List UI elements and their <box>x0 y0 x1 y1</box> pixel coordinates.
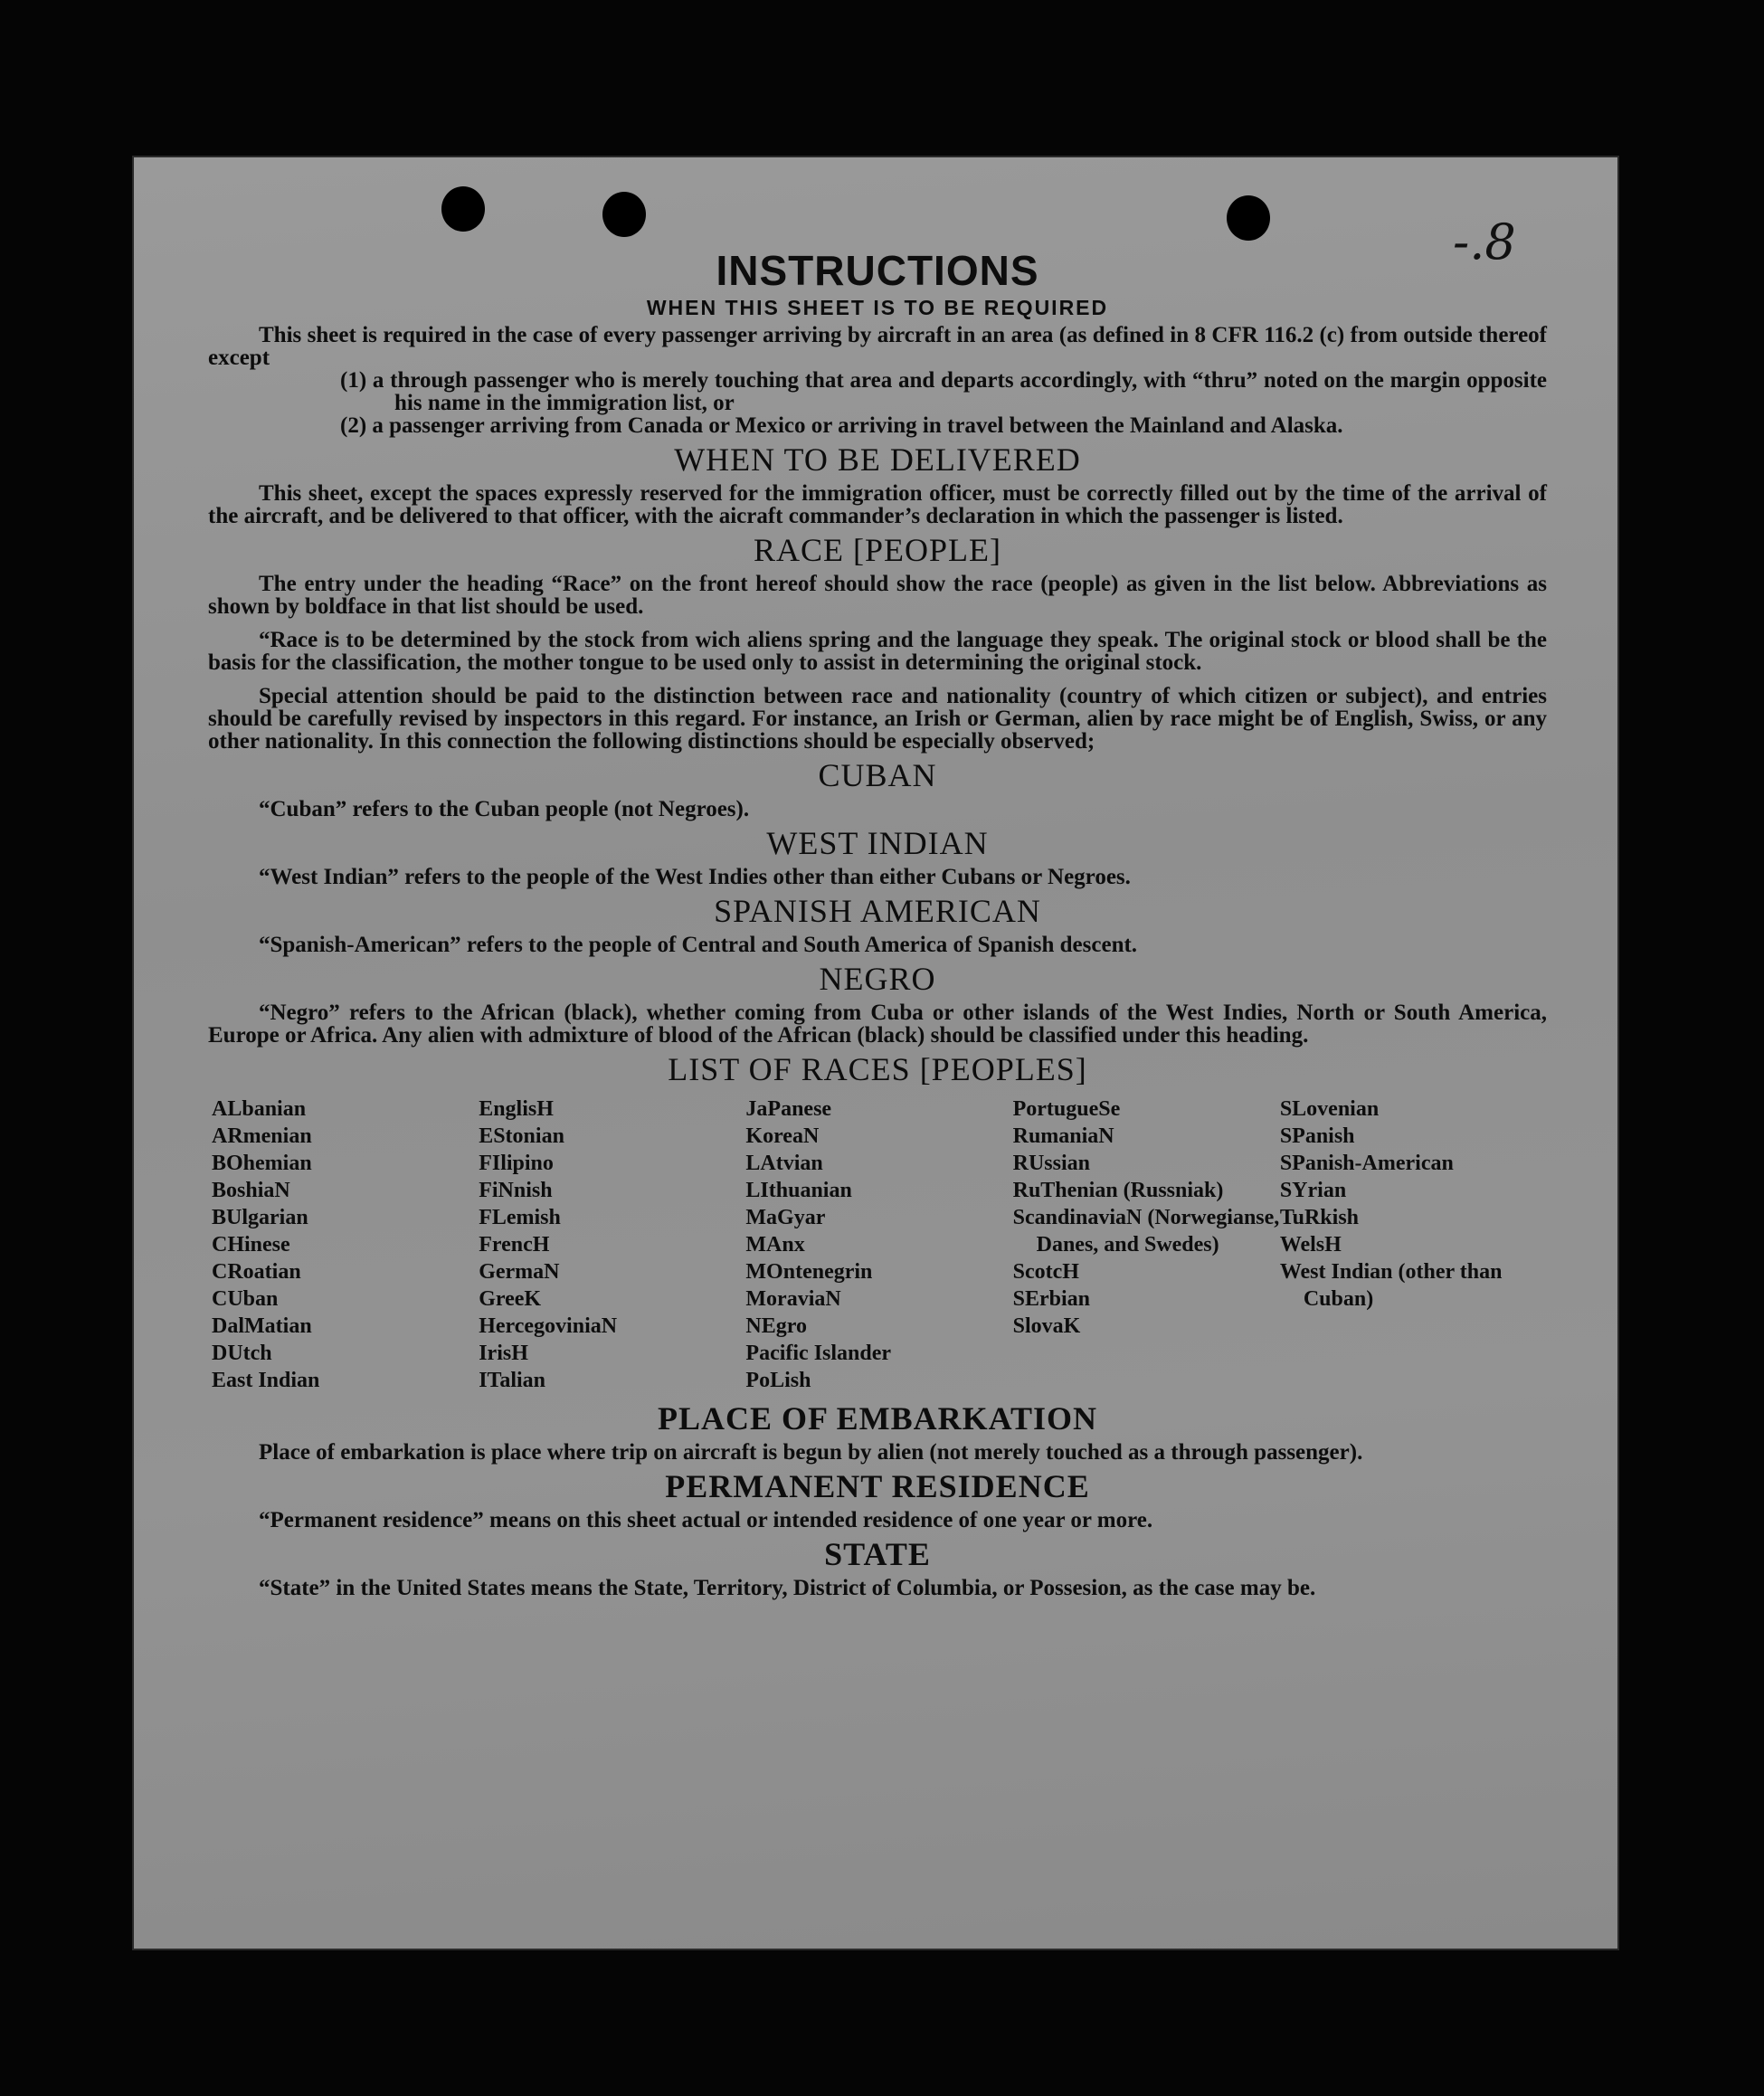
when-delivered-text: This sheet, except the spaces expressly reserved for the immigration officer, must be correctly filled out by the time of the arrival of the aircraft, and be delivered to that officer, with the aicraft commander’s declaration in which the passenger is listed. <box>208 481 1547 528</box>
section-heading-west-indian: WEST INDIAN <box>766 825 989 861</box>
race-entry: MOntenegrin <box>745 1260 873 1284</box>
section-heading-negro: NEGRO <box>819 961 936 997</box>
spanish-american-text: “Spanish-American” refers to the people of Central and South America of Spanish descent. <box>259 933 1138 957</box>
negro-text: “Negro” refers to the African (black), whether coming from Cuba or other islands of the West Indies, North or South America, Europe or Africa. Any alien with admixture of blood of the African (black) should be classified under this heading. <box>208 1001 1547 1048</box>
race-list-column <box>1280 1095 1547 1394</box>
west-indian-text: “West Indian” refers to the people of the West Indies other than either Cubans or Negroes. <box>259 865 1131 889</box>
race-entry: BUlgarian <box>212 1206 308 1229</box>
race-entry: SErbian <box>1012 1287 1090 1311</box>
race-entry: DUtch <box>212 1342 272 1365</box>
race-entry: JaPanese <box>745 1097 832 1121</box>
section-heading-permanent-residence: PERMANENT RESIDENCE <box>665 1468 1090 1504</box>
race-entry: ScandinaviaN (Norwegianse, Danes, and Swedes) <box>1012 1206 1280 1257</box>
section-heading-state: STATE <box>824 1536 931 1572</box>
race-entry: MAnx <box>745 1233 805 1257</box>
race-entry: LIthuanian <box>745 1179 852 1202</box>
permanent-residence-text: “Permanent residence” means on this sheet actual or intended residence of one year or more. <box>259 1508 1153 1532</box>
race-entry: FrencH <box>479 1233 550 1257</box>
race-entry: HercegoviniaN <box>479 1314 618 1338</box>
race-entry: KoreaN <box>745 1124 820 1148</box>
race-paragraph-3: Special attention should be paid to the distinction between race and nationality (country of which citizen or subject), and entries should be carefully revised by inspectors in this regard. For instance, an Irish or German, alien by race might be of English, Swiss, or any other nationality. In this connection the following distinctions should be especially observed; <box>208 684 1547 754</box>
race-entry: WelsH <box>1279 1233 1342 1257</box>
race-list-column <box>479 1095 745 1394</box>
state-text: “State” in the United States means the State, Territory, District of Columbia, or Possesion, as the case may be. <box>259 1576 1316 1600</box>
instruction-sheet <box>132 156 1619 1950</box>
section-heading-cuban: CUBAN <box>818 757 937 793</box>
race-list-column <box>745 1095 1012 1394</box>
race-list-column <box>212 1095 479 1394</box>
race-entry: FiNnish <box>479 1179 553 1202</box>
race-entry: NEgro <box>745 1314 807 1338</box>
race-entry: RuThenian (Russniak) <box>1012 1179 1224 1202</box>
race-entry: GermaN <box>479 1260 560 1284</box>
race-entry: CUban <box>212 1287 279 1311</box>
section-heading-race: RACE [PEOPLE] <box>754 532 1001 568</box>
section-heading-embarkation: PLACE OF EMBARKATION <box>657 1400 1097 1437</box>
race-entry: EStonian <box>479 1124 564 1148</box>
page-title: INSTRUCTIONS <box>716 247 1039 294</box>
race-entry: SPanish-American <box>1279 1152 1454 1175</box>
cuban-text: “Cuban” refers to the Cuban people (not Negroes). <box>259 797 750 821</box>
race-entry: FIlipino <box>479 1152 554 1175</box>
race-list-column <box>1013 1095 1280 1394</box>
race-entry: CHinese <box>212 1233 290 1257</box>
punch-hole <box>602 192 646 237</box>
section-heading-when-delivered: WHEN TO BE DELIVERED <box>674 441 1081 478</box>
race-entry: SPanish <box>1279 1124 1355 1148</box>
race-entry: SYrian <box>1279 1179 1347 1202</box>
race-entry: RUssian <box>1012 1152 1090 1175</box>
race-entry: ALbanian <box>212 1097 307 1121</box>
handwritten-mark: -.8 <box>1453 213 1516 270</box>
race-paragraph-2: “Race is to be determined by the stock from wich aliens spring and the language they speak. The original stock or blood shall be the basis for the classification, the mother tongue to be used only to assist in determining the original stock. <box>208 628 1547 675</box>
race-entry: CRoatian <box>212 1260 301 1284</box>
punch-hole <box>1227 195 1270 241</box>
section-heading-list-of-races: LIST OF RACES [PEOPLES] <box>668 1051 1087 1087</box>
race-entry: ITalian <box>479 1369 546 1392</box>
race-entry: LAtvian <box>745 1152 823 1175</box>
race-entry: BoshiaN <box>212 1179 290 1202</box>
race-entry: MoraviaN <box>745 1287 841 1311</box>
race-list <box>208 1095 1547 1394</box>
race-entry: PortugueSe <box>1012 1097 1121 1121</box>
instructions-content <box>208 246 1547 1599</box>
embarkation-text: Place of embarkation is place where trip on aircraft is begun by alien (not merely touched as a through passenger). <box>259 1440 1363 1465</box>
exception-item-2: (2) a passenger arriving from Canada or Mexico or arriving in travel between the Mainland and Alaska. <box>340 413 1343 438</box>
race-entry: MaGyar <box>745 1206 826 1229</box>
when-required-intro: This sheet is required in the case of every passenger arriving by aircraft in an area (as defined in 8 CFR 116.2 (c) from outside thereof except <box>208 323 1547 370</box>
race-entry: West Indian (other than Cuban) <box>1279 1260 1503 1311</box>
section-heading-spanish-american: SPANISH AMERICAN <box>714 893 1041 929</box>
race-entry: IrisH <box>479 1342 528 1365</box>
race-entry: Pacific Islander <box>745 1342 892 1365</box>
punch-hole <box>441 186 485 232</box>
race-entry: RumaniaN <box>1012 1124 1114 1148</box>
section-heading-when-required: WHEN THIS SHEET IS TO BE REQUIRED <box>646 296 1109 319</box>
race-entry: EnglisH <box>479 1097 554 1121</box>
race-entry: GreeK <box>479 1287 542 1311</box>
race-entry: DalMatian <box>212 1314 312 1338</box>
race-entry: ScotcH <box>1012 1260 1079 1284</box>
race-entry: PoLish <box>745 1369 811 1392</box>
race-entry: SlovaK <box>1012 1314 1081 1338</box>
exception-item-1: (1) a through passenger who is merely touching that area and departs accordingly, with “thru” noted on the margin opposite his name in the immigration list, or <box>340 368 1547 415</box>
race-entry: East Indian <box>212 1369 320 1392</box>
race-entry: FLemish <box>479 1206 561 1229</box>
race-entry: BOhemian <box>212 1152 312 1175</box>
race-entry: ARmenian <box>212 1124 312 1148</box>
race-entry: SLovenian <box>1279 1097 1380 1121</box>
race-paragraph-1: The entry under the heading “Race” on the front hereof should show the race (people) as given in the list below. Abbreviations as shown by boldface in that list should be used. <box>208 572 1547 619</box>
race-entry: TuRkish <box>1279 1206 1359 1229</box>
